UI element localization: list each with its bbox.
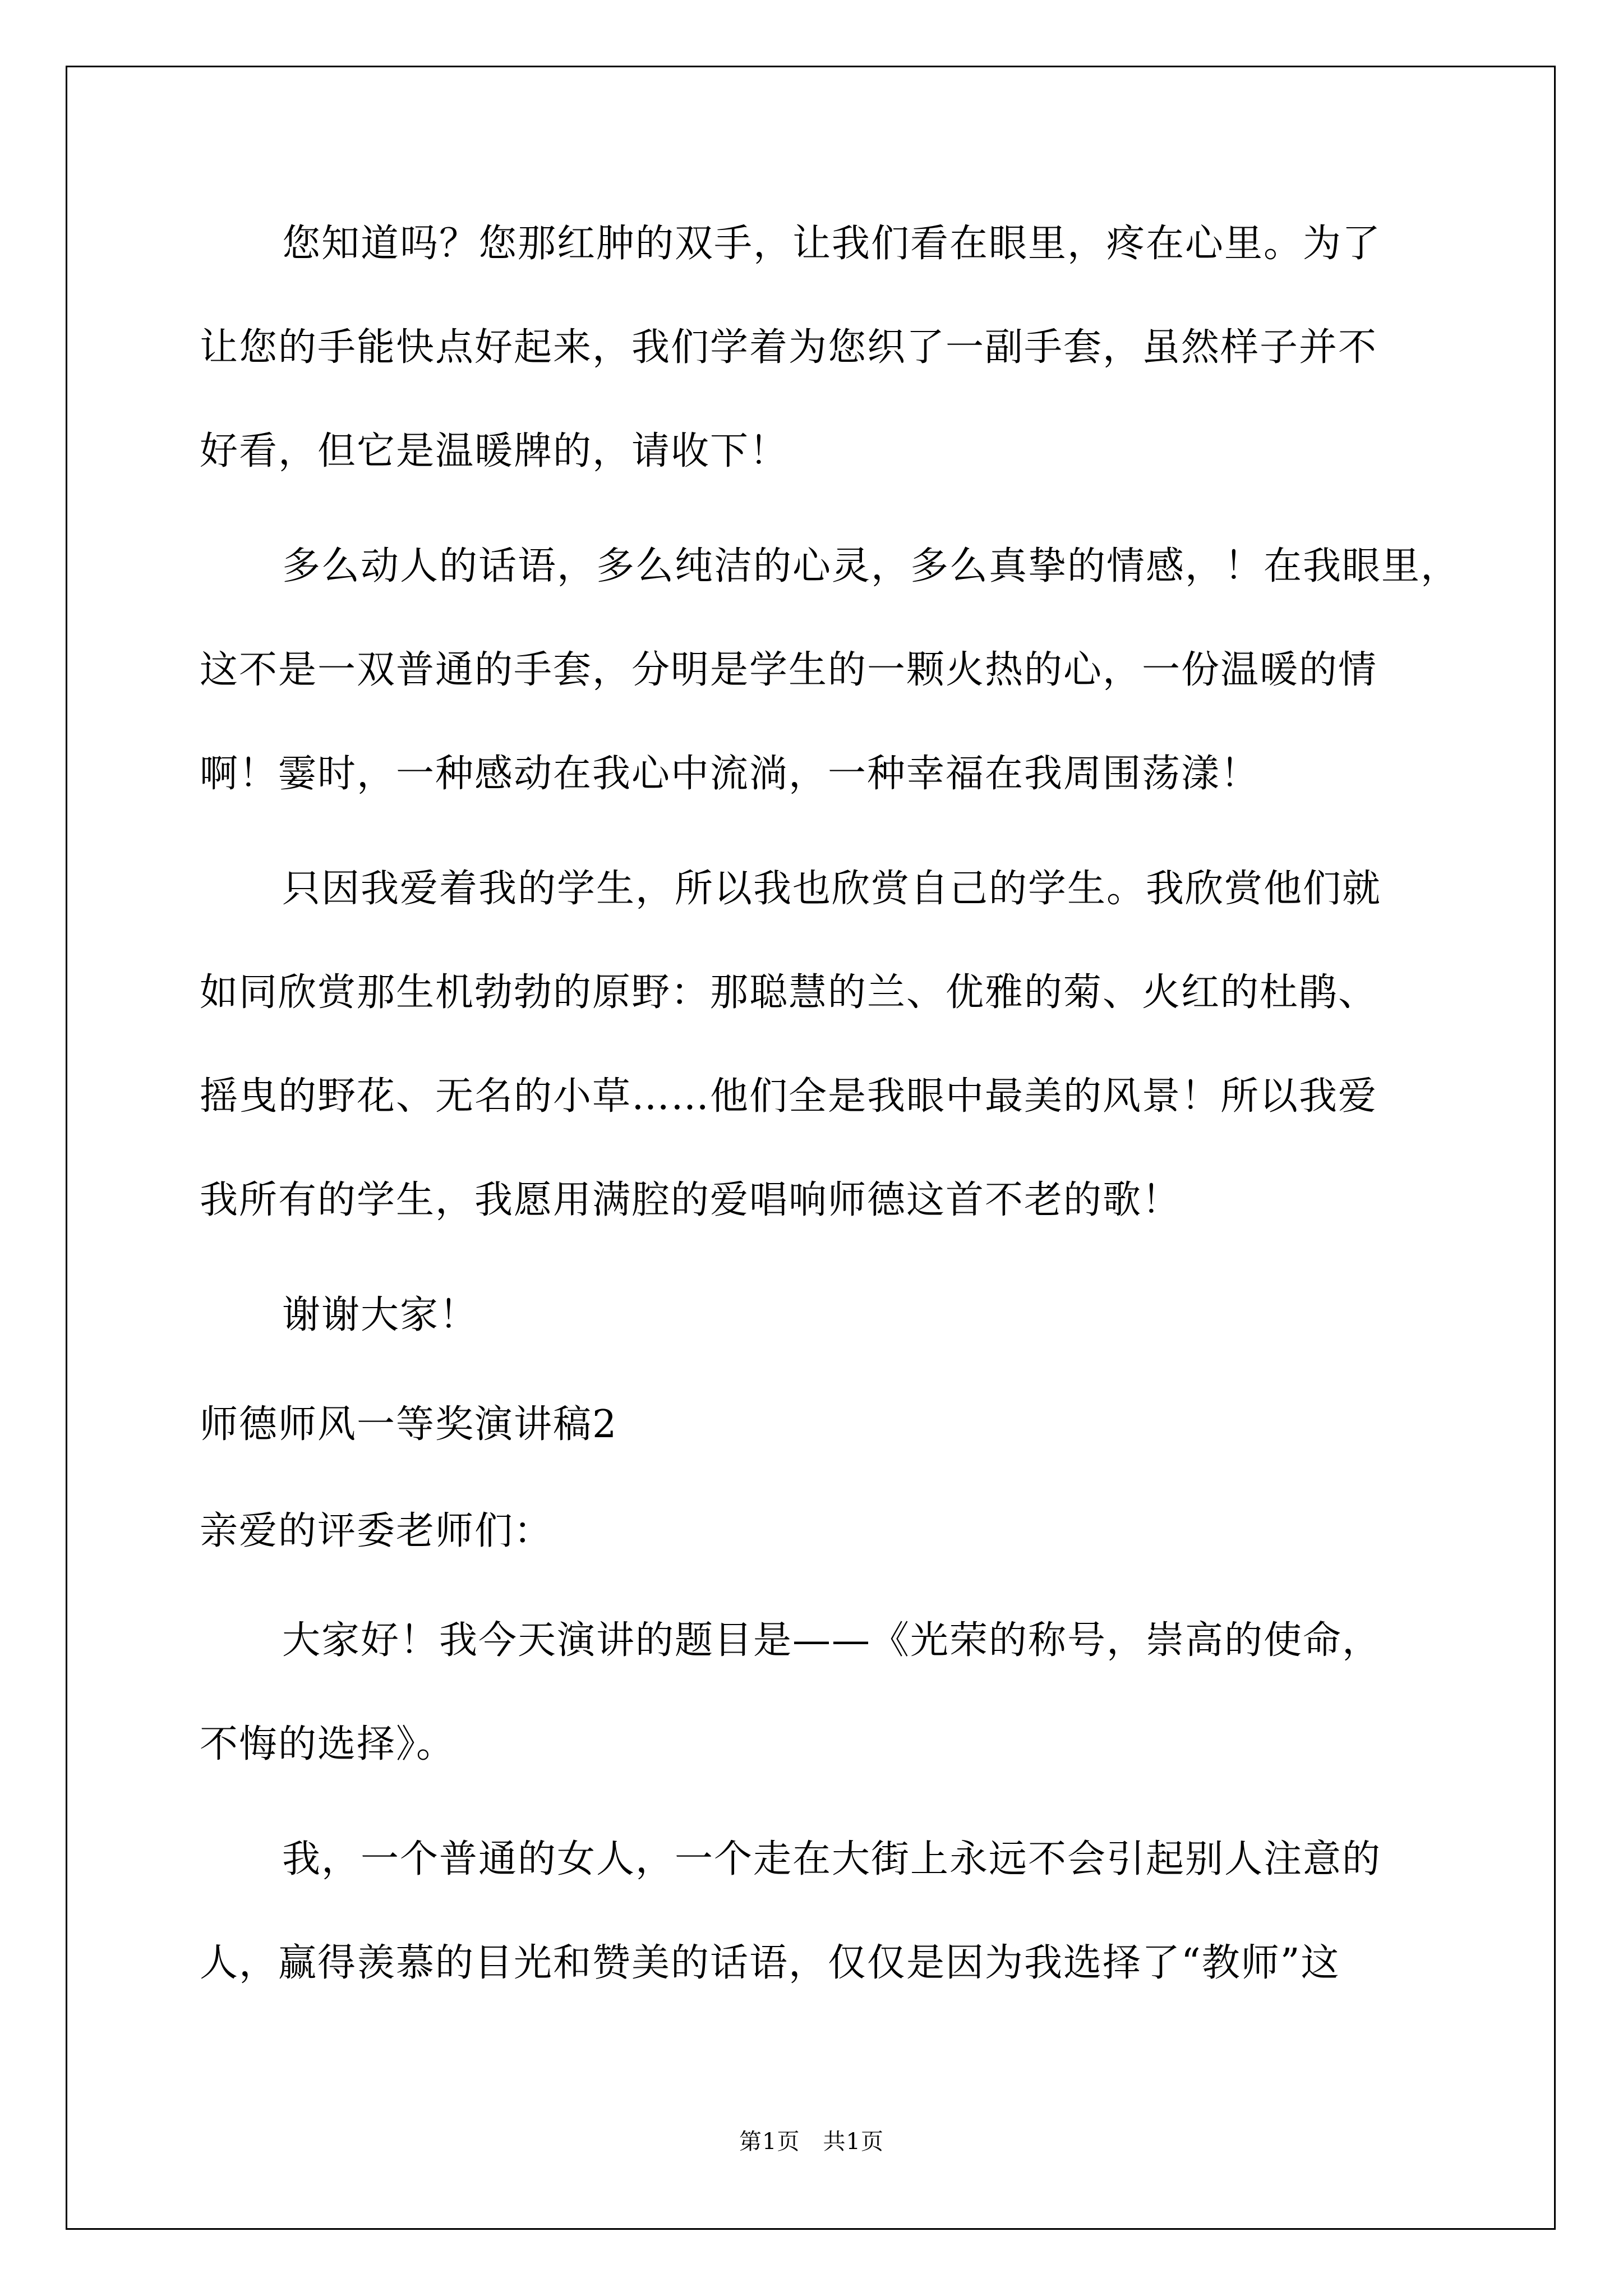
paragraph-2-line-2: 这不是一双普通的手套，分明是学生的一颗火热的心，一份温暖的情	[200, 648, 1378, 692]
paragraph-1-line-2: 让您的手能快点好起来，我们学着为您织了一副手套，虽然样子并不	[200, 325, 1378, 370]
paragraph-1-line-3: 好看，但它是温暖牌的，请收下！	[200, 429, 789, 473]
paragraph-6-line-2: 人，赢得羡慕的目光和赞美的话语，仅仅是因为我选择了“教师”这	[200, 1941, 1340, 1985]
paragraph-5-line-2: 不悔的选择》。	[200, 1722, 456, 1766]
paragraph-1-line-1: 您知道吗？您那红肿的双手，让我们看在眼里，疼在心里。为了	[282, 222, 1382, 266]
paragraph-3-line-1: 只因我爱着我的学生，所以我也欣赏自己的学生。我欣赏他们就	[282, 867, 1382, 911]
page-border	[66, 66, 1556, 2230]
paragraph-6-line-1: 我，一个普通的女人，一个走在大街上永远不会引起别人注意的	[282, 1837, 1382, 1881]
paragraph-4-line-1: 谢谢大家！	[282, 1293, 479, 1337]
paragraph-3-line-3: 摇曳的野花、无名的小草……他们全是我眼中最美的风景！所以我爱	[200, 1074, 1378, 1119]
section-heading: 师德师风一等奖演讲稿2	[200, 1402, 618, 1447]
paragraph-5-line-1: 大家好！我今天演讲的题目是——《光荣的称号，崇高的使命，	[282, 1618, 1382, 1663]
page-number-footer: 第1页 共1页	[739, 2129, 884, 2155]
salutation: 亲爱的评委老师们：	[200, 1509, 554, 1553]
paragraph-3-line-4: 我所有的学生，我愿用满腔的爱唱响师德这首不老的歌！	[200, 1178, 1182, 1222]
paragraph-3-line-2: 如同欣赏那生机勃勃的原野：那聪慧的兰、优雅的菊、火红的杜鹃、	[200, 970, 1378, 1015]
paragraph-2-line-1: 多么动人的话语，多么纯洁的心灵，多么真挚的情感，！在我眼里，	[282, 544, 1460, 588]
paragraph-2-line-3: 啊！霎时，一种感动在我心中流淌，一种幸福在我周围荡漾！	[200, 752, 1260, 796]
